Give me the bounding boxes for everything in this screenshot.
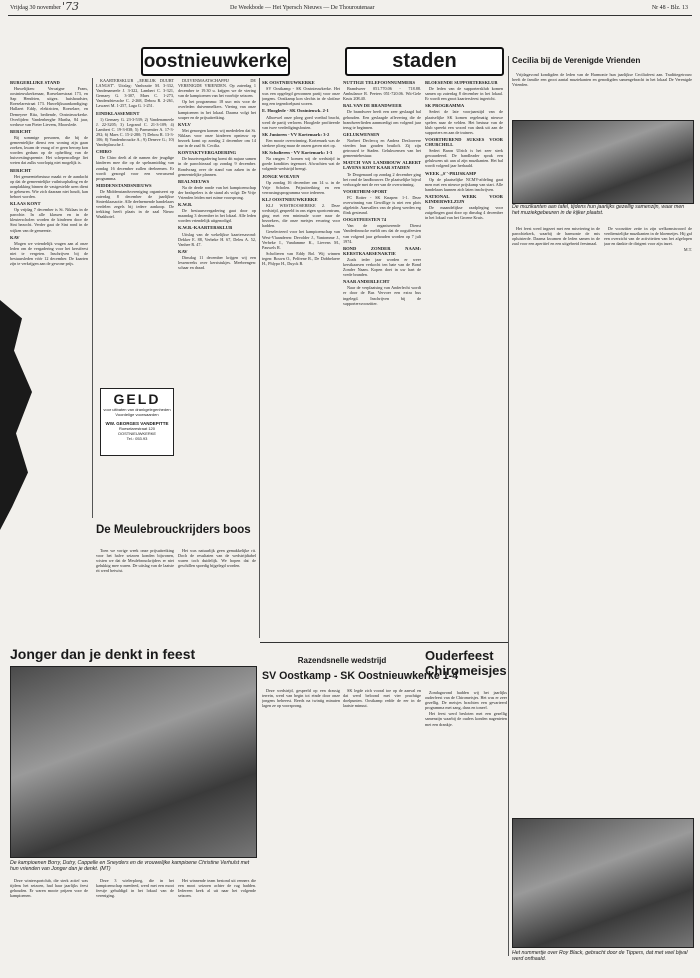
- chiro-column: [425, 690, 507, 970]
- article-text: Naar de verplaatsing van Anderlecht wordt er door de Bus Vervoer een extra bus ingelegd. Inschrijven bij de supportersvoorzitter.: [343, 285, 421, 306]
- heading: SK Junioren - VV Kortemark: 3-2: [262, 131, 330, 137]
- article-text: De Middenstandsvereniging organiseert op zaterdag 8 december de jaarlijkse Sinterklaasactie. Alle deelnemende handelaars verdelen zegels bij iedere aankoop. De trekking heeft plaats in de zaal Nieuw Waakhotel.: [96, 188, 174, 220]
- article-text: Op vrijdag 7 december is St. Niklaas in de parochie. In alle klassen en in de kleuterscholen worden de kinderen door de Sint bezocht. Verder gaat de Sint rond in de wijken van de gemeente.: [10, 207, 88, 233]
- column-divider: [508, 56, 509, 956]
- column-sk-oostnieuwkerke: [262, 78, 340, 638]
- heading: BOND ZONDER NAAM: KERSTKAARSENAKTIE: [343, 245, 421, 256]
- heading: BAL VAN DE BRANDWEER: [343, 103, 402, 109]
- article-text: Een mooie overwinning. Kortemark was de sterkere ploeg maar de onzen gaven niet op.: [262, 137, 340, 149]
- article-text: SV Oostkamp - SK Oostnieuwkerke. Het was een opgelegd gewonnen partij voor onze jongens. Oostkamp kon slechts in de slotfase nog een tegendoelpunt scoren.: [262, 86, 340, 107]
- article-text: Huwelijken: Vercaigne Frans, oostnieuwkerkenaar, Roeselarestraat 173, en Sap Hendrien, uitgez. huishoudster, Roeselarestraat 173. Huwelijksaankondiging: Hallaert Eddy, elektricien, Roeselare, en Demeyere Rita, bediende, Oostnieuwkerke. Overlijden: Vandenberghe Martha, 84 jaar, weduwe van Pieter Lievens, Moorslede.: [10, 86, 88, 127]
- cecilia-column-b: [604, 226, 692, 626]
- chiro-performance-photo: [512, 818, 694, 948]
- heading: NAAR ANDERLECHT: [343, 279, 390, 285]
- heading: SK PROGRAMMA: [425, 103, 465, 109]
- heading: BLOESENDE SUPPORTERSKLUB: [425, 80, 498, 85]
- issue-date: Vrijdag 30 november: [10, 5, 61, 11]
- heading: OOGSTFEESTEN 74: [343, 217, 387, 223]
- article-text: De bestuursvergadering gaat door op maandag 3 december in het lokaal. Alle leden worden vriendelijk uitgenodigd.: [178, 208, 256, 224]
- column-kaartersklub: [96, 78, 174, 378]
- article-text: Mogen we vriendelijk vragen aan al onze leden om de vergadering voor het kerstfeest niet te vergeten. Inschrijven bij de bestuursleden vóór 12 december. De kaarten zijn te verkrijgen aan de gewone prijs.: [10, 240, 88, 267]
- article-text: Met genoegen komen wij mededelen dat St. Niklaas voor onze kinderen opnieuw op bezoek komt op zondag 2 december om 14 uur in de zaal St. Cecilia.: [178, 127, 256, 149]
- chiro-headline: Ouderfeest Chiromeisjes: [425, 648, 507, 678]
- handwritten-year: '73: [62, 0, 80, 13]
- article-text: Het gemeentebestuur maakt er de aandacht op dat de gemeentelijke vuilnisophaling en de aanplakking binnen de vastgestelde uren dient te gebeuren. Wie zich daaraan niet houdt, kan beboet worden.: [10, 173, 88, 199]
- heading: BERICHT: [10, 128, 32, 134]
- heading: SK Scholieren - VV Kortemark: 1-3: [262, 150, 333, 156]
- column-burgerlijke-stand: [10, 78, 88, 598]
- article-text: Op de plaatselijke NCMV-afdeling gaat men met een nieuwe prijskamp van start. Alle handelaars kunnen zich laten inschrijven.: [425, 176, 503, 192]
- article-text: Het feest werd besloten met een gezellig samenzijn waarbij de ouders konden nagenieten met een drankje.: [425, 711, 507, 727]
- heading: MIDDENSTANDSNIEUWS: [96, 182, 152, 188]
- heading: WEEK ,,S''-PRIJSKAMP: [425, 170, 477, 176]
- column-divider: [259, 78, 260, 638]
- heading: EINDKLASSEMENT: [96, 110, 140, 116]
- article-text: Deze 3 wielerploeg, die in het kampioenschap meedeed, werd met een mooi feestje gehuldigd in het lokaal van de vereniging.: [96, 878, 174, 899]
- article-text: FC Rotter - SK Knapen: 1-1. Deze overwinning van Gewillige is niet een plots afgeleide. Aanvallers van de ploeg werden erg flink gesteund.: [343, 194, 421, 216]
- article-text: Uitslag van de wekelijkse kaartersavond: Dekker E. 88, Verbeke H. 67, Deleu A. 52, Vanhee R. 47.: [178, 231, 256, 247]
- heading: KONTAKTVERGADERING: [178, 150, 237, 156]
- match-subhead: Razendsnelle wedstrijd: [297, 656, 387, 665]
- meulebrouckrijders-headline: De Meulebrouckrijders boos: [96, 524, 251, 536]
- article-text: Deze wedstrijd, gespeeld op een drassig terrein, werd van begin tot einde door onze jongens beheerst. Reeds na twintig minuten lagen ze op voorsprong.: [262, 688, 340, 709]
- article-text: 1) Gernaey G. 23-3-539; 2) Vandenameele J. 22-3205; 3) Legrand C. 21-3-109; 4) Lambert C. 19-3-038; 5) Parmentier A. 17-3-292; 6) Maes C. 15-2-280; 7) Debou R. 13-3-106; 8) Vandenbroucke A.; 9) Deneve G.; 10) Vandeplassche J.: [96, 116, 174, 148]
- cecilia-headline: Cecilia bij de Verenigde Vrienden: [512, 56, 641, 65]
- heading: VOORTHEM-SPORT: [343, 188, 388, 194]
- column-staden-nieuws: [343, 78, 421, 638]
- heading: K.W.B.-KAARTERSKLUB: [178, 225, 233, 231]
- cecilia-column-a: [512, 226, 600, 626]
- author-signature: M.T.: [683, 247, 692, 253]
- article-text: Na de derde ronde van het kampioenschap der bealspelers is de stand als volgt: De Vrije Vrienden leiden met ruime voorsprong.: [178, 184, 256, 200]
- photo-caption: De muzikanten aan tafel, tijdens hun jaarlijks gezellig samenzijn, waar men het muziekgebeuren in de kijker plaatst.: [512, 204, 685, 216]
- heading: K.W.B.: [178, 202, 193, 208]
- article-text: De Chiro deelt al de namen der jeugdige kinderen mee die op de spelnamiddag van zondag 16 december zullen deelnemen. Er wordt gezorgd voor een verrassend programma.: [96, 155, 174, 181]
- heading: BERICHT: [10, 167, 32, 173]
- meulebrouck-column-a: [96, 548, 174, 640]
- cecilia-intro: [512, 72, 692, 120]
- article-text: DUIVENMAATSCHAPPIJ DE VERENIGDE VRIENDEN. Op zaterdag 1 december te 19.30 u. krijgen we de viering van de kampioenen van het voorbije seizoen.: [178, 78, 256, 99]
- article-text: De buurtvergadering komt dit najaar samen in de parochiezaal op zondag 9 december. Rondvraag over de stand van zaken in de gemeentelijke plannen.: [178, 156, 256, 177]
- heading: KAV: [178, 248, 188, 254]
- article-text: Norbert Declercq en Andrea Desloovere vierden hun gouden bruiloft. Zij zijn getrouwd te Staden. Gelukwensen van het gemeentebestuur.: [343, 137, 421, 159]
- heading: KVLV: [178, 121, 191, 127]
- article-text: Te Drogenaard op zondag 2 december ging het rond de landbouwer. De plaatselijke bijval verhoogde met de eer van de overwinning.: [343, 171, 421, 187]
- column-duivenmaatschappij: [178, 78, 256, 518]
- article-text: Sedert Baron Ulrich is het zeer sterk gewaardeerd. De bandleader sprak een gelukwens uit aan al zijn muzikanten. Het bal wordt volgend jaar herhaald.: [425, 148, 503, 169]
- article-text: Deze wintersportclub, die sterk actief was tijdens het seizoen, had haar jaarlijks feest gehouden. Er waren mooie prijzen voor de kampioenen.: [10, 878, 88, 899]
- match-column-b: [343, 688, 421, 968]
- heading: E. Hooglede - SK Oostnieuwk. 2-1: [262, 108, 329, 114]
- article-text: De maandelijkse raadpleging voor zuigelingen gaat door op dinsdag 4 december in het lokaal van het Groene Kruis.: [425, 205, 503, 221]
- feature-headline: Jonger dan je denkt in feest: [10, 646, 196, 662]
- heading: KLAAS KONT: [10, 201, 41, 207]
- match-column-a: [262, 688, 340, 968]
- article-text: Op zondag 16 december om 14 u. in de Vrije Scholen. Prijsuitreiking en een verrassingsprogramma voor iedereen.: [262, 179, 340, 195]
- feature-group-photo: [10, 666, 257, 858]
- heading: JONGE WOLVEN: [262, 173, 300, 179]
- heading: KLJ OOSTNIEUWKERKE: [262, 196, 318, 202]
- section-divider: [260, 642, 508, 643]
- article-text: Zondagavond hadden wij het jaarlijks ouderfeest van de Chiromeisjes. Het was er zeer gezellig. De meisjes brachten een gevarieerd programma met zang, dans en toneel.: [425, 690, 507, 711]
- article-text: Alhoewel onze ploeg goed voetbal bracht, werd de partij verloren. Hooglede profiteerde van twee verdedigingsfouten.: [262, 114, 340, 130]
- feature-caption: De kampioenen Borry, Dutry, Cappelle en Sneyders en de vrouwelijke kampioene Christine Verhulst met hun vrienden van Jonger dan je denkt. (MT): [10, 860, 250, 872]
- column-divider: [92, 78, 93, 518]
- article-text: KLJ WESTROOSEBEKE 2. Deze wedstrijd, gespeeld in ons eigen sportcentrum, ging met een minimale score naar de bezoekers, die onze meisjes ervaring voor hadden.: [262, 202, 340, 229]
- ad-line: voor uitbaten van drankgelegenheden: [103, 407, 171, 412]
- meulebrouck-column-b: [178, 548, 256, 640]
- article-text: De voorzitter zette in zijn welkomstwoord de verdienstelijke muzikanten in de bloemetjes. Hij gaf een overzicht van de activiteiten van het afgelopen jaar en dankte de dirigent voor zijn inzet.: [604, 226, 692, 247]
- ad-title: GELD: [113, 391, 161, 407]
- article-text: Op het programma: 18 uur: mis voor de overleden duivenmelkers. Viering van onze kampioenen in het lokaal. Daarna volgt het souper en de prijsuitreiking.: [178, 99, 256, 120]
- article-text: Scholieren van Eddy Bol. Wij winnen tegen: Bouvn O., Pelfrene R., De Dobbelaere H., Phlypo H., Duyck B.: [262, 250, 340, 266]
- harmonie-dinner-photo: [512, 120, 694, 204]
- article-text: Geselecteerd voor het kampioenschap van West-Vlaanderen: Devolder J., Vantomme J., Verbeke I., Vandamme K., Lievens M., Pauwels R.: [262, 229, 340, 250]
- heading: NUTTIGE TELEFOONNUMMERS: [343, 80, 416, 85]
- ad-phone: Tel.: 053.93: [126, 436, 148, 441]
- oostnieuwkerke-banner: oostnieuwkerke: [141, 47, 290, 76]
- heading: MATCH VAN LANDBOUW ALBERT LAVENS KONT KAAR STADEN: [343, 160, 421, 171]
- article-text: Brandweer 051.770.06 - 718.88. Ambulance R. Peeters 051-720.06. Wit-Gele Kruis 208.40.: [343, 86, 421, 102]
- feature-column-b: [96, 878, 174, 970]
- ad-address: Roeselarestraat 120 OOSTNIEUWKERKE: [117, 426, 157, 436]
- heading: NATIONAL WERK VOOR KINDERWELZIJN: [425, 193, 503, 204]
- article-text: Van de organiserende Dienst Vandenbroucke meldt ons dat de oogstfeesten van volgend jaar gehouden worden op 7 juli 1974.: [343, 223, 421, 244]
- heading: KAV: [10, 234, 20, 240]
- geld-advertisement: [100, 388, 174, 456]
- heading: GELUKWENSEN: [343, 131, 380, 137]
- ad-name: WW. GEORGES VANDEPITTE: [105, 421, 169, 426]
- article-text: Sedert de late voorjaarstijd van de plaatselijke SK komen regelmatig nieuwe spelers naar de velden. Het bestuur van de klub spreekt een woord van dank uit aan de supporters en aan de trainers.: [425, 109, 503, 135]
- newspaper-title: De Weekbode — Het Ypersch Nieuws — De Thouroutenaar: [230, 5, 375, 11]
- article-text: KAARTERSKLUB ,,EERLIJK DUURT LANGST''. Uitslag: Vanhoutte M. 3-332, Vandenameele J. 3-322, Lambert C. 3-321, Gernaey G. 3-307, Maes C. 1-273, Vandendriessche C. 2-268, Debou R. 2-261, Lawaert M. 1-257, Laga G. 1-251.: [96, 78, 174, 109]
- heading: BURGERLIJKE STAND: [10, 80, 60, 85]
- chiro-caption: Het nummertje over Roy Black, gebracht door de Tippers, dat met veel bijval werd onthaald.: [512, 950, 688, 962]
- article-text: Zoals ieder jaar worden er weer kerstkaarsen verkocht ten bate van de Bond Zonder Naam. Kopen doet in uw hart de vrede branden.: [343, 256, 421, 278]
- staden-banner: staden: [345, 47, 504, 76]
- article-text: De brandweer heeft een zeer geslaagd bal gehouden. Een geslaagde aflevering die de brandweerlieden aanmoedigt om volgend jaar terug te beginnen.: [343, 109, 421, 130]
- match-headline: SV Oostkamp - SK Oostnieuwkerke 1-4: [262, 670, 459, 682]
- article-text: SK legde zich vooral toe op de aanval en dat werd beloond met vier prachtige doelpunten. Oostkamp redde de eer in de laatste minuut.: [343, 688, 421, 709]
- masthead-rule: [8, 15, 692, 16]
- article-text: Het winnende team bestond uit renners die een mooi seizoen achter de rug hadden. Iedereen keek al uit naar het volgende seizoen.: [178, 878, 256, 899]
- heading: VOORTHUREND SUKSES VOOR CHURCHILL: [425, 136, 503, 148]
- article-text: Het feest werd ingezet met een misviering in de parochiekerk, waarbij de harmonie de mis opluisterde. Daarna kwamen de leden samen in de zaal voor een aperitief en een uitgebreid feestmaal.: [512, 226, 600, 247]
- article-text: Het was natuurlijk geen gemakkelijke rit. Doch de resultaten van de wedstrijdtabel waren toch duidelijk. We hopen dat de geschillen spoedig bijgelegd worden.: [178, 548, 256, 569]
- article-text: Vrijdagavond kondigden de leden van de Harmonie hun jaarlijkse Ceciliafeest aan. Traditiegetrouw heeft de familie een groot aantal muziekanten en genodigden samengebracht in het lokaal De Verenigde Vrienden.: [512, 72, 692, 88]
- article-text: Na rangen 7 komen wij de wedstrijd in goede kondities tegemoet. Afwachten wat de volgende wedstrijd brengt.: [262, 156, 340, 172]
- article-text: Bij sommige personen, die bij de gemeentelijke dienst een woning zijn gaan zoeken, kwam de vraag of er geen beroep kon worden gedaan op de opheffing van de huisvestingspremie. Het schepencollege liet weten dat zulks voorlopig niet mogelijk is.: [10, 134, 88, 166]
- page-number: Nr 48 - Blz. 13: [651, 5, 688, 11]
- heading: SK OOSTNIEUWKERKE: [262, 80, 315, 85]
- heading: CHIRO: [96, 149, 112, 155]
- heading: BEALNIEUWS: [178, 178, 210, 184]
- ad-line: Voordelige voorwaarden: [115, 412, 159, 417]
- article-text: Dinsdag 11 december krijgen wij een lessenreeks over kerststukjes. Meebrengen: schaar en draad.: [178, 254, 256, 271]
- column-staden-klubs: [425, 78, 503, 638]
- article-text: De leden van de supportersklub komen samen op zaterdag 8 december in het lokaal. Er wordt een groot kaartersfeest ingericht.: [425, 86, 503, 102]
- feature-column-c: [178, 878, 256, 970]
- feature-column-a: [10, 878, 88, 970]
- article-text: Toen we vorige week onze prijsuitreiking voor het halve seizoen konden bijwonen, wisten we dat de Meulebrouckrijders er niet gelukkig mee waren. De uitslag van de laatste rit werd betwist.: [96, 548, 174, 574]
